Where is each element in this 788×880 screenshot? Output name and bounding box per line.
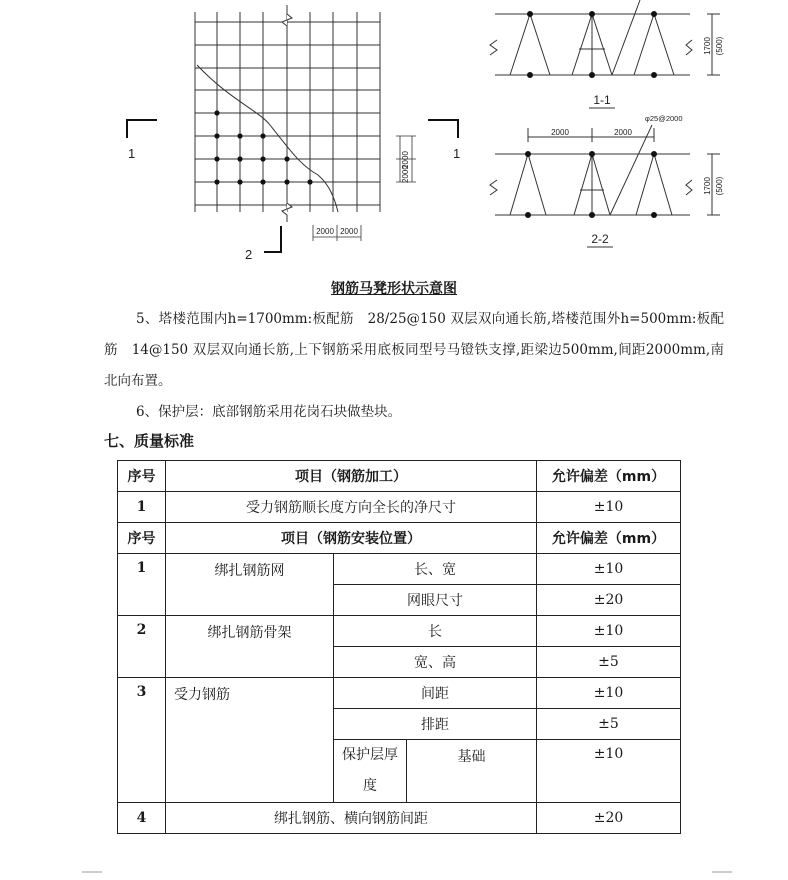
section-mark-left	[127, 120, 157, 138]
section-2-2-dots	[525, 151, 657, 218]
plan-view-grid	[195, 5, 380, 222]
row-seq: 4	[118, 803, 166, 834]
row-item: 受力钢筋	[166, 678, 334, 803]
row-tolerance: ±10	[537, 616, 681, 647]
header-item: 项目（钢筋加工）	[166, 461, 537, 492]
row-item: 绑扎钢筋骨架	[166, 616, 334, 678]
row-subitem: 基础	[407, 740, 537, 803]
header-item: 项目（钢筋安装位置）	[166, 523, 537, 554]
plan-dim-b: 2000	[340, 227, 358, 236]
plan-dim-v1: 2000	[401, 151, 410, 169]
section-2-2-height-alt: (500)	[715, 176, 724, 196]
section-2-2-drawing	[490, 125, 720, 215]
quality-standard-table	[117, 460, 681, 834]
section-2-2-title: 2-2	[591, 232, 609, 246]
row-subitem: 长、宽	[334, 554, 537, 585]
row-subitem: 间距	[334, 678, 537, 709]
row-tolerance: ±10	[537, 678, 681, 709]
section-label-bottom: 2	[245, 247, 253, 262]
table-header-row	[118, 461, 681, 492]
rebar-chair-figure	[0, 0, 788, 280]
row-tolerance: ±5	[537, 709, 681, 740]
table-row	[118, 616, 681, 647]
row-subitem-label: 保护层厚度	[334, 740, 407, 803]
row-seq: 1	[118, 554, 166, 616]
row-seq: 3	[118, 678, 166, 803]
row-subitem: 排距	[334, 709, 537, 740]
row-item: 绑扎钢筋、横向钢筋间距	[166, 803, 537, 834]
table-row	[118, 492, 681, 523]
section-1-1-height-alt: (500)	[715, 36, 724, 56]
section-2-2-span1: 2000	[551, 128, 569, 137]
section-1-1-height: 1700	[703, 37, 712, 55]
paragraph-item-6: 6、保护层：底部钢筋采用花岗石块做垫块。	[136, 404, 402, 420]
row-tolerance: ±5	[537, 647, 681, 678]
table-row	[118, 803, 681, 834]
row-item: 绑扎钢筋网	[166, 554, 334, 616]
section-2-2-bar-note: φ25@2000	[645, 114, 683, 123]
row-subitem: 长	[334, 616, 537, 647]
header-seq: 序号	[118, 523, 166, 554]
row-subitem: 网眼尺寸	[334, 585, 537, 616]
paragraph-item-5: 5、塔楼范围内h=1700mm:板配筋 28/25@150 双层双向通长筋,塔楼范围外h=500mm:板配筋 14@150 双层双向通长筋,上下钢筋采用底板同型号马镫铁支撑,距梁边500mm,间距2000mm,南北向布置。	[104, 311, 724, 389]
section-label-left: 1	[128, 146, 136, 161]
row-tolerance: ±10	[537, 492, 681, 523]
section-label-right: 1	[453, 146, 461, 161]
tower-boundary-curve	[197, 65, 338, 212]
header-tolerance: 允许偏差（mm）	[537, 523, 681, 554]
row-tolerance: ±10	[537, 554, 681, 585]
section-heading: 七、质量标准	[104, 432, 195, 450]
section-mark-right	[428, 120, 458, 138]
section-2-2-span2: 2000	[614, 128, 632, 137]
plan-dim-v2: 2000	[401, 165, 410, 183]
row-tolerance: ±10	[537, 740, 681, 803]
header-seq: 序号	[118, 461, 166, 492]
row-tolerance: ±20	[537, 585, 681, 616]
section-1-1-drawing	[490, 0, 720, 75]
section-2-2-height: 1700	[703, 177, 712, 195]
table-header-row	[118, 523, 681, 554]
figure-caption: 钢筋马凳形状示意图	[331, 281, 457, 297]
page-corner-mark-left	[82, 868, 106, 880]
table-row	[118, 554, 681, 585]
page-corner-mark-right	[710, 868, 734, 880]
row-subitem: 宽、高	[334, 647, 537, 678]
row-seq: 1	[118, 492, 166, 523]
table-row	[118, 678, 681, 709]
row-tolerance: ±20	[537, 803, 681, 834]
row-item: 受力钢筋顺长度方向全长的净尺寸	[166, 492, 537, 523]
header-tolerance: 允许偏差（mm）	[537, 461, 681, 492]
section-mark-bottom	[264, 226, 281, 252]
section-1-1-title: 1-1	[593, 93, 611, 107]
plan-dim-a: 2000	[316, 227, 334, 236]
row-seq: 2	[118, 616, 166, 678]
